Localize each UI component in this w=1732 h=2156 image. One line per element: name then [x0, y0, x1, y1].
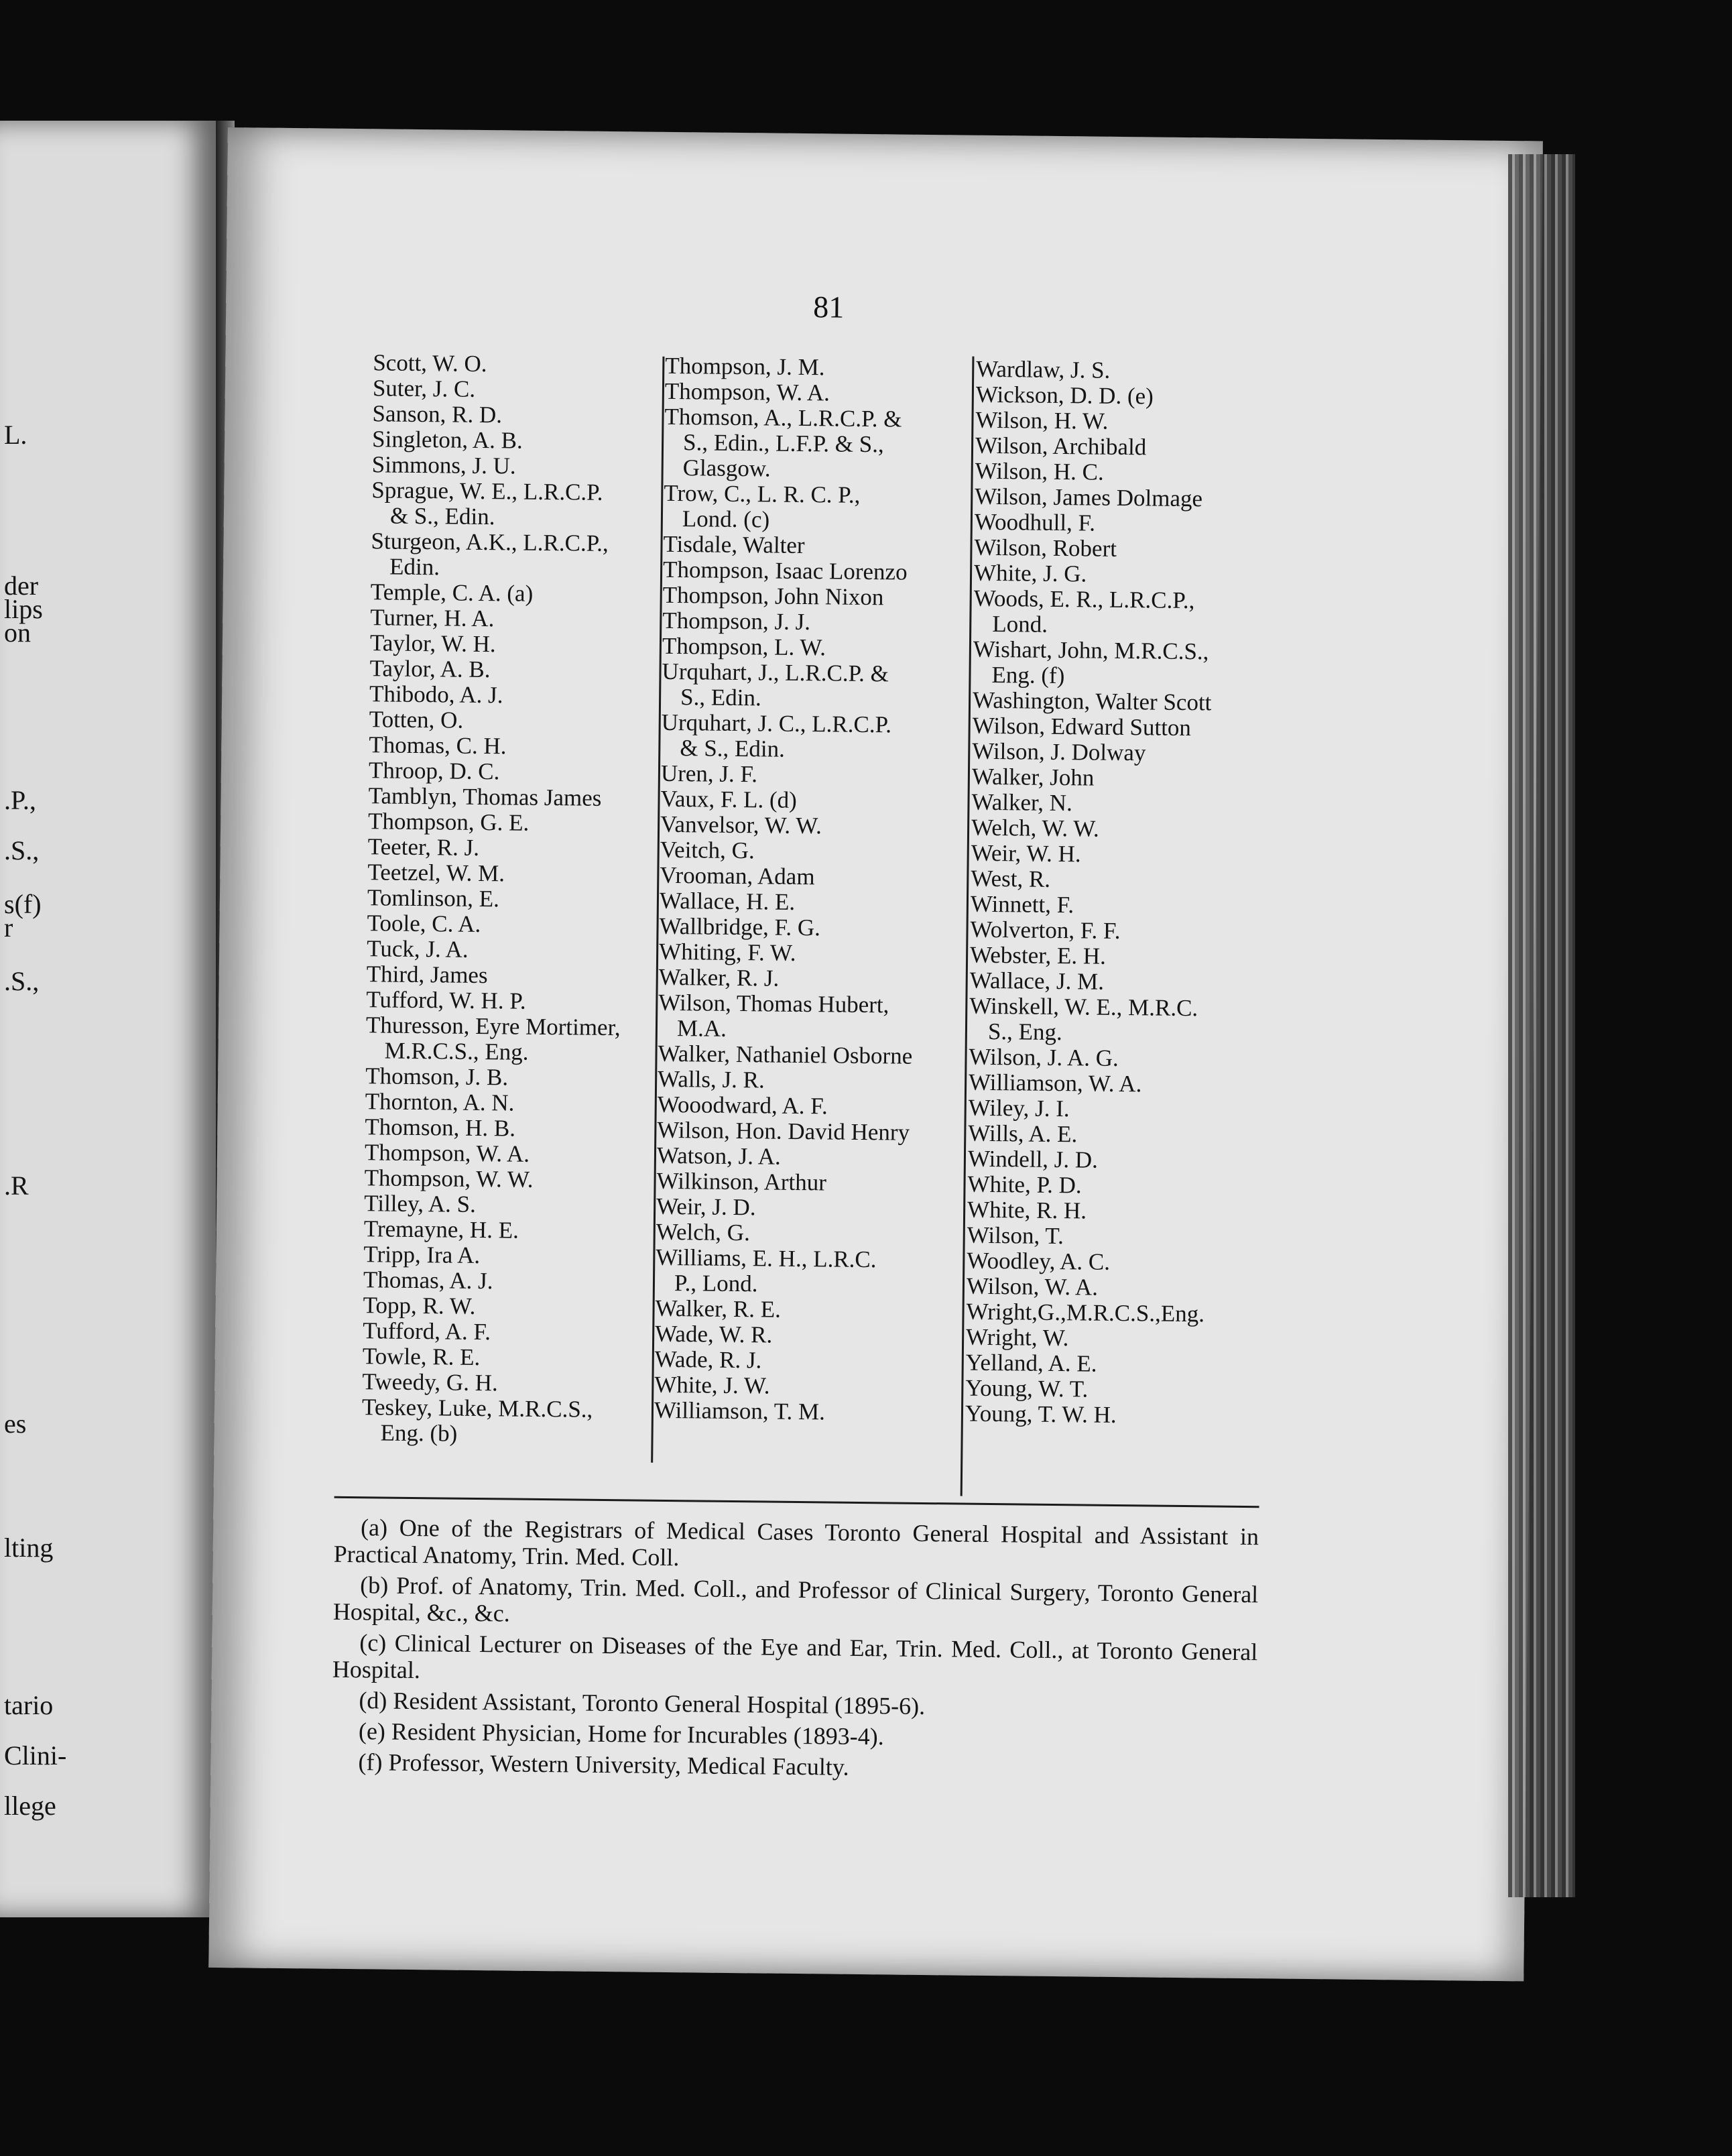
name-column-3 [965, 357, 1292, 1430]
name-entry: Walker, R. E. [655, 1295, 782, 1323]
footnotes [331, 1514, 1259, 1789]
footnote: (b) Prof. of Anatomy, Trin. Med. Coll., and Professor of Clinical Surgery, Toronto General Hospital, &c., &c. [332, 1571, 1259, 1627]
name-entry: Thompson, W. A. [364, 1139, 530, 1167]
name-entry: Thibodo, A. J. [369, 680, 503, 709]
name-entry: Tremayne, H. E. [363, 1215, 519, 1244]
name-entry: Wilson, Hon. David Henry [657, 1116, 910, 1146]
left-page-text-fragment: Clini- [4, 1740, 67, 1771]
name-entry: Walker, N. [971, 788, 1073, 817]
left-page-text-fragment: es [4, 1409, 27, 1439]
name-entry: Wilson, J. A. G. [969, 1043, 1119, 1071]
name-entry: Sturgeon, A.K., L.R.C.P., Edin. [371, 528, 609, 581]
name-entry: Woods, E. R., L.R.C.P., Lond. [973, 585, 1195, 638]
name-entry: Welch, W. W. [971, 814, 1099, 842]
name-entry: Thomson, A., L.R.C.P. & S., Edin., L.F.P. & S., Glasgow. [664, 403, 902, 482]
name-entry: Tripp, Ira A. [363, 1241, 481, 1269]
name-entry: Thuresson, Eyre Mortimer, M.R.C.S., Eng. [365, 1012, 621, 1065]
name-entry: Wickson, D. D. (e) [975, 381, 1154, 410]
name-entry: Vaux, F. L. (d) [660, 785, 798, 813]
name-entry: Veitch, G. [660, 836, 755, 864]
right-page [208, 127, 1543, 1981]
name-entry: Wilson, H. W. [975, 406, 1109, 434]
name-entry: Wilson, T. [967, 1221, 1064, 1250]
name-entry: Weir, W. H. [971, 839, 1081, 867]
name-entry: Thompson, L. W. [662, 632, 826, 661]
name-entry: White, J. W. [654, 1371, 770, 1399]
left-page-text-fragment: .S., [4, 966, 40, 996]
name-entry: Teskey, Luke, M.R.C.S., Eng. (b) [361, 1394, 593, 1447]
name-entry: Teetzel, W. M. [367, 859, 505, 887]
name-entry: Sanson, R. D. [372, 400, 503, 428]
name-entry: Wade, R. J. [654, 1345, 762, 1374]
name-entry: Woodhull, F. [974, 508, 1096, 536]
left-page-text-fragment: lting [4, 1533, 54, 1563]
name-entry: Webster, E. H. [969, 941, 1107, 969]
name-entry: Trow, C., L. R. C. P., Lond. (c) [664, 479, 861, 533]
name-entry: Whiting, F. W. [658, 938, 796, 966]
name-entry: Towle, R. E. [362, 1343, 481, 1371]
name-entry: Thompson, W. A. [664, 377, 830, 406]
name-entry: Yelland, A. E. [965, 1349, 1097, 1377]
name-entry: Wade, W. R. [654, 1320, 773, 1348]
left-page-text-fragment: .P., [4, 785, 36, 815]
name-entry: Wishart, John, M.R.C.S., Eng. (f) [973, 636, 1209, 689]
name-entry: Tilley, A. S. [364, 1190, 477, 1217]
name-entry: Thomson, J. B. [365, 1063, 509, 1091]
footnote: (e) Resident Physician, Home for Incurables (1893-4). [358, 1718, 884, 1750]
book-page-edges [1508, 154, 1575, 1897]
name-entry: Wilson, J. Dolway [972, 737, 1146, 766]
name-column-1 [361, 350, 661, 1448]
name-entry: Williamson, W. A. [968, 1069, 1142, 1097]
name-entry: Tomlinson, E. [367, 884, 500, 912]
name-entry: Suter, J. C. [372, 375, 476, 402]
name-entry: Urquhart, J., L.R.C.P. & S., Edin. [662, 658, 889, 711]
name-entry: Weir, J. D. [656, 1193, 756, 1221]
name-entry: Winnett, F. [970, 890, 1074, 918]
footnote: (d) Resident Assistant, Toronto General Hospital (1895-6). [359, 1687, 926, 1720]
name-entry: Wilson, W. A. [966, 1272, 1099, 1301]
left-page-text-fragment: llege [4, 1791, 56, 1821]
name-entry: Thompson, G. E. [367, 808, 530, 836]
name-entry: Young, W. T. [965, 1374, 1089, 1402]
name-entry: Thompson, J. J. [662, 607, 811, 636]
footnote: (f) Professor, Western University, Medical Faculty. [358, 1748, 849, 1781]
name-entry: Teeter, R. J. [367, 833, 480, 861]
name-entry: Wallbridge, F. G. [659, 912, 821, 941]
name-entry: Taylor, W. H. [369, 630, 496, 658]
name-entry: Wright, W. [965, 1323, 1069, 1352]
name-entry: Wallace, H. E. [659, 887, 796, 915]
name-entry: Wilkinson, Arthur [656, 1167, 827, 1196]
name-entry: Williams, E. H., L.R.C. P., Lond. [656, 1244, 877, 1297]
name-entry: Tweedy, G. H. [362, 1368, 498, 1396]
name-entry: Topp, R. W. [363, 1292, 476, 1319]
name-entry: Wilson, H. C. [975, 457, 1104, 485]
left-page-text-fragment: L. [4, 420, 27, 450]
page-number: 81 [812, 290, 845, 324]
left-page-text-fragment: lips [4, 594, 43, 624]
name-entry: Watson, J. A. [656, 1142, 782, 1170]
name-entry: Urquhart, J. C., L.R.C.P. & S., Edin. [661, 709, 892, 762]
name-entry: West, R. [971, 865, 1051, 892]
name-entry: Tuck, J. A. [366, 935, 469, 963]
name-entry: Woodley, A. C. [967, 1247, 1111, 1275]
name-entry: Thomson, H. B. [365, 1114, 516, 1142]
name-entry: Williamson, T. M. [654, 1396, 826, 1425]
name-entry: Winskell, W. E., M.R.C. S., Eng. [969, 992, 1198, 1046]
name-entry: Vrooman, Adam [660, 861, 815, 890]
footnote-rule [334, 1496, 1259, 1508]
name-entry: Totten, O. [369, 706, 464, 733]
name-entry: Thompson, John Nixon [662, 581, 884, 611]
left-page-text-fragment: on [4, 617, 31, 648]
name-entry: Wooodward, A. F. [657, 1091, 828, 1120]
name-entry: Walker, Nathaniel Osborne [658, 1040, 913, 1069]
name-entry: White, J. G. [973, 559, 1087, 587]
name-entry: Wolverton, F. F. [970, 916, 1121, 945]
footnote: (c) Clinical Lecturer on Diseases of the Eye and Ear, Trin. Med. Coll., at Toronto General Hospital. [332, 1629, 1258, 1684]
name-entry: Windell, J. D. [967, 1145, 1099, 1173]
left-page-text-fragment: .S., [4, 835, 40, 865]
name-entry: Thompson, Isaac Lorenzo [662, 556, 908, 585]
name-entry: Wallace, J. M. [969, 967, 1105, 995]
name-column-2 [654, 353, 971, 1427]
left-page-text-fragment: tario [4, 1690, 54, 1720]
name-entry: Wilson, James Dolmage [975, 483, 1203, 512]
name-entry: Toole, C. A. [367, 910, 481, 938]
name-entry: Throop, D. C. [368, 757, 500, 785]
footnote: (a) One of the Registrars of Medical Cases Toronto General Hospital and Assistant in Practical Anatomy, Trin. Med. Coll. [333, 1514, 1259, 1571]
name-entry: Thomas, C. H. [369, 731, 507, 760]
name-entry: Uren, J. F. [660, 760, 758, 788]
name-entry: Tufford, A. F. [363, 1317, 491, 1345]
name-entry: Walker, R. J. [658, 963, 780, 992]
name-entry: Thompson, J. M. [665, 352, 825, 381]
name-entry: Sprague, W. E., L.R.C.P. & S., Edin. [371, 477, 603, 530]
name-entry: Wiley, J. I. [968, 1094, 1070, 1122]
name-entry: Turner, H. A. [370, 604, 495, 632]
name-entry: Thompson, W. W. [364, 1164, 534, 1193]
name-entry: Temple, C. A. (a) [370, 579, 534, 607]
name-entry: Vanvelsor, W. W. [660, 811, 822, 839]
left-page-text-fragment: s(f) [4, 889, 42, 919]
name-entry: Wilson, Edward Sutton [972, 712, 1192, 741]
left-page-text-fragment: r [4, 912, 13, 943]
name-entry: Thornton, A. N. [365, 1088, 515, 1116]
name-entry: Tisdale, Walter [663, 530, 805, 559]
name-entry: White, P. D. [967, 1171, 1082, 1199]
name-entry: Young, T. W. H. [965, 1400, 1117, 1428]
left-page-fragment [0, 121, 216, 1917]
name-entry: Welch, G. [656, 1218, 751, 1246]
name-entry: Walls, J. R. [657, 1065, 765, 1093]
name-entry: Wills, A. E. [968, 1120, 1078, 1148]
name-entry: Tamblyn, Thomas James [368, 782, 602, 811]
name-entry: Third, James [366, 961, 488, 989]
name-entry: Wilson, Thomas Hubert, M.A. [658, 989, 889, 1042]
name-entry: Tufford, W. H. P. [366, 986, 526, 1014]
name-entry: Washington, Walter Scott [972, 686, 1212, 716]
name-entry: Simmons, J. U. [371, 451, 516, 479]
name-entry: Scott, W. O. [373, 349, 487, 377]
name-entry: Walker, John [971, 763, 1095, 791]
name-entry: White, R. H. [967, 1196, 1087, 1224]
name-entry: Wilson, Archibald [975, 432, 1147, 461]
name-entry: Taylor, A. B. [369, 655, 491, 683]
left-page-text-fragment: der [4, 571, 39, 601]
name-entry: Wright,G.,M.R.C.S.,Eng. [966, 1298, 1205, 1327]
name-entry: Wilson, Robert [974, 534, 1117, 562]
name-entry: Thomas, A. J. [363, 1266, 493, 1295]
name-entry: Wardlaw, J. S. [976, 355, 1111, 383]
left-page-text-fragment: .R [4, 1171, 29, 1201]
name-entry: Singleton, A. B. [371, 426, 523, 454]
